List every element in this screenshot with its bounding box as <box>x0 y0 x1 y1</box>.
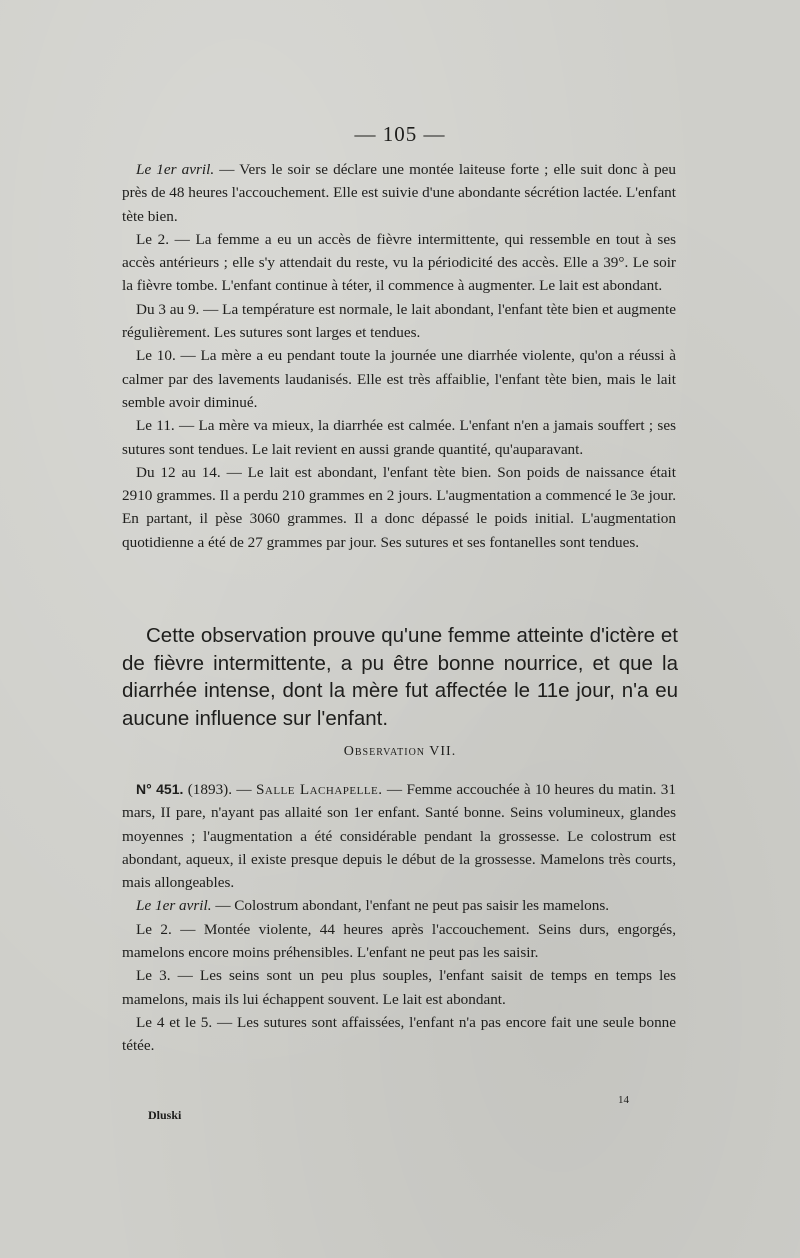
paragraph-obs7-2: Le 2. — Montée violente, 44 heures après l'accouchement. Seins durs, engorgés, mamelons encore moins préhensibles. L'enfant ne peut pas les saisir. <box>122 920 676 962</box>
paragraph-obs7-3: Le 3. — Les seins sont un peu plus souples, l'enfant saisit de temps en temps les mamelons, mais ils lui échappent souvent. Le lait est abondant. <box>122 967 676 1008</box>
intro-text: — Femme accouchée à 10 heures du matin. 31 mars, II pare, n'ayant pas allaité son 1er enfant. Santé bonne. Seins volumineux, glandes moyennes ; l'augmentation a été considérable pendant la grossesse. Le colostrum est abondant, aqueux, il existe presque depuis le début de la grossesse. Mamelons très courts, mais allongeables. <box>122 781 676 892</box>
case-number: N° 451. <box>136 781 184 797</box>
paragraph-obs7-4: Le 4 et le 5. — Les sutures sont affaissées, l'enfant n'a pas encore fait une seule bonne tétée. <box>122 1013 676 1055</box>
paragraph-obs6-5: Le 11. — La mère va mieux, la diarrhée est calmée. L'enfant n'en a jamais souffert ; ses sutures sont tendues. Le lait revient en aussi grande quantité, qu'auparavant. <box>122 417 676 458</box>
footer-author: Dluski <box>148 1108 182 1122</box>
paragraph-text: — Vers le soir se déclare une montée laiteuse forte ; elle suit donc à peu près de 48 heures l'accouchement. Elle est suivie d'une abondante sécrétion lactée. L'enfant tète bien. <box>122 161 676 225</box>
page-number-header: — 105 — <box>354 122 446 146</box>
paragraph-obs6-2: Le 2. — La femme a eu un accès de fièvre intermittente, qui ressemble en tout à ses accès antérieurs ; elle s'y attendait du reste, vu la périodicité des accès. Elle a 39°. Le soir la fièvre tombe. L'enfant continue à téter, il commence à augmenter. Le lait est abondant. <box>122 230 676 295</box>
date-label: Le 1er avril. <box>136 897 212 915</box>
conclusion-paragraph: Cette observation prouve qu'une femme atteinte d'ictère et de fièvre intermittente, a pu être bonne nourrice, et que la diarrhée intense, dont la mère fut affectée le 11e jour, n'a eu aucune influence sur l'enfant. <box>122 624 678 730</box>
paragraph-obs7-1 <box>122 894 676 917</box>
paragraph-text: — Colostrum abondant, l'enfant ne peut pas saisir les mamelons. <box>211 897 610 915</box>
date-label: Le 1er avril. <box>136 161 215 178</box>
paragraph-obs6-4: Le 10. — La mère a eu pendant toute la journée une diarrhée violente, qu'on a réussi à calmer par des lavements laudanisés. Elle est très affaiblie, l'enfant tète bien, mais le lait semble avoir diminué. <box>122 347 676 411</box>
case-year: (1893). — <box>183 781 256 798</box>
observation-7-text <box>122 778 676 1058</box>
paragraph-obs6-1 <box>122 158 676 228</box>
footer-signature: 14 <box>618 1094 629 1106</box>
paragraph-obs6-3: Du 3 au 9. — La température est normale, le lait abondant, l'enfant tète bien et augmente régulièrement. Les sutures sont larges et tendues. <box>122 300 676 342</box>
paragraph-obs6-6: Du 12 au 14. — Le lait est abondant, l'enfant tète bien. Son poids de naissance était 2910 grammes. Il a perdu 210 grammes en 2 jours. L'augmentation a commencé le 3e jour. En partant, il pèse 3060 grammes. Il a donc dépassé le poids initial. L'augmentation quotidienne a été de 27 grammes par jour. Ses sutures et ses fontanelles sont tendues. <box>122 463 676 551</box>
ward-name: Salle Lachapelle. <box>255 781 383 798</box>
paragraph-obs7-intro <box>122 778 676 894</box>
observation-7-title: Observation VII. <box>343 744 457 759</box>
observation-6-text <box>122 158 676 554</box>
